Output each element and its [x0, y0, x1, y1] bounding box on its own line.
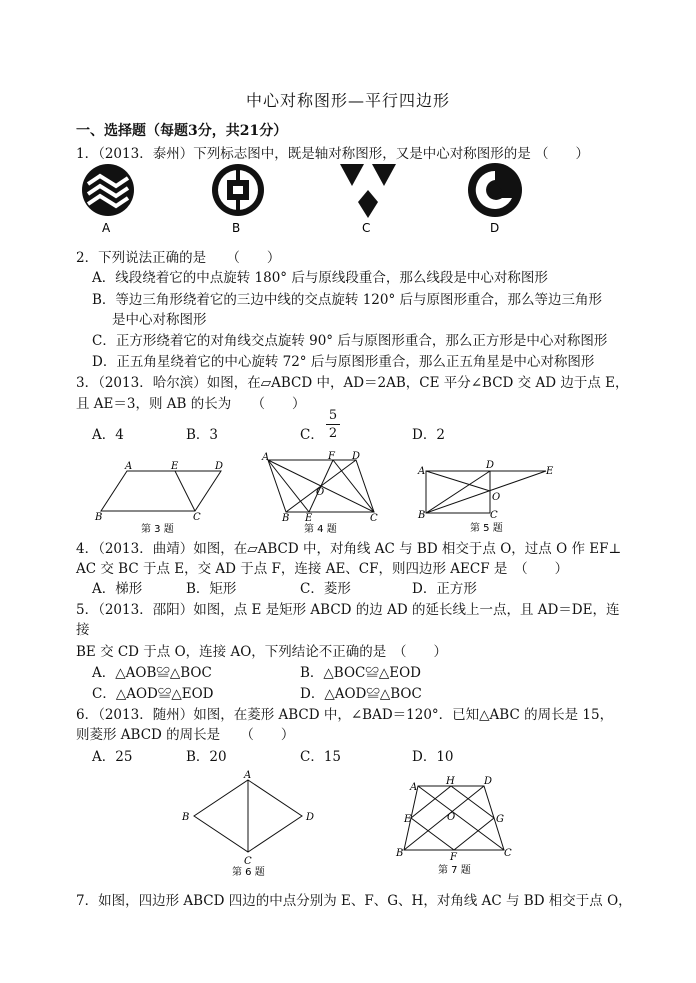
fig6-label-c: C: [244, 856, 252, 867]
question-5-option-a[interactable]: A．△AOB≌△BOC: [92, 665, 212, 681]
question-1-text: 1．（2013．泰州）下列标志图中，既是轴对称图形，又是中心对称图形的是 （ ）: [76, 146, 589, 162]
question-3-line1: 3．（2013．哈尔滨）如图，在▱ABCD 中，AD＝2AB，CE 平分∠BCD 交 AD 边于点 E，: [76, 375, 629, 391]
question-4-option-c[interactable]: C．菱形: [300, 581, 351, 597]
fig4-label-b: B: [282, 513, 290, 524]
figure-3: [95, 463, 235, 535]
fig7-label-d: D: [484, 776, 493, 787]
fig4-label-c: C: [370, 513, 378, 524]
question-4-line2: AC 交 BC 于点 E，交 AD 于点 F，连接 AE、CF，则四边形 AECF 是 （ ）: [76, 561, 569, 577]
fig6-label-a: A: [244, 770, 252, 781]
question-6-option-d[interactable]: D．10: [412, 749, 454, 765]
question-2-text: 2．下列说法正确的是 （ ）: [76, 250, 281, 266]
question-4-option-a[interactable]: A．梯形: [92, 581, 143, 597]
question-6-option-a[interactable]: A．25: [92, 749, 133, 765]
question-3-line2: 且 AE＝3，则 AB 的长为 （ ）: [76, 396, 306, 412]
question-6-line1: 6．（2013．随州）如图，在菱形 ABCD 中，∠BAD＝120°．已知△ABC 的周长是 15，: [76, 707, 614, 723]
figure-4: [260, 450, 385, 535]
fig3-label-e: E: [171, 461, 179, 472]
question-2-option-c[interactable]: C．正方形绕着它的对角线交点旋转 90° 后与原图形重合，那么正方形是中心对称图形: [92, 333, 608, 349]
question-6-option-c[interactable]: C．15: [300, 749, 342, 765]
fig6-label-b: B: [182, 812, 190, 823]
fig5-label-b: B: [418, 510, 426, 521]
question-4-option-b[interactable]: B．矩形: [186, 581, 237, 597]
question-4-line1: 4．（2013．曲靖）如图，在▱ABCD 中，对角线 AC 与 BD 相交于点 O，过点 O 作 EF⊥: [76, 541, 622, 557]
fig7-caption: 第 7 题: [438, 865, 471, 876]
question-3-fraction: [326, 408, 340, 441]
fraction-numerator: 5: [328, 408, 338, 423]
fig4-label-o: O: [316, 487, 325, 498]
fig4-caption: 第 4 题: [304, 524, 337, 535]
logo-b-icon: [210, 162, 266, 235]
figure-7: [396, 772, 526, 876]
logo-c-icon: [338, 160, 398, 235]
fig3-label-d: D: [215, 461, 224, 472]
question-6-option-b[interactable]: B．20: [186, 749, 227, 765]
fig7-label-o: O: [447, 812, 456, 823]
fig5-caption: 第 5 题: [470, 523, 503, 534]
question-2-option-b[interactable]: B．等边三角形绕着它的三边中线的交点旋转 120° 后与原图形重合，那么等边三角形: [92, 292, 603, 308]
question-5-line1: 5．（2013．邵阳）如图，点 E 是矩形 ABCD 的边 AD 的延长线上一点，且 AD＝DE，连: [76, 602, 620, 618]
logo-a-icon: [80, 162, 136, 235]
question-2-option-d[interactable]: D．正五角星绕着它的中心旋转 72° 后与原图形重合，那么正五角星是中心对称图形: [92, 354, 595, 370]
logo-a-label: A: [102, 221, 111, 235]
fig7-label-a: A: [410, 782, 418, 793]
fig4-label-e: E: [305, 513, 313, 524]
fig3-caption: 第 3 题: [141, 524, 174, 535]
question-3-option-d[interactable]: D．2: [412, 427, 445, 443]
fig3-label-a: A: [125, 461, 133, 472]
question-5-option-b[interactable]: B．△BOC≌△EOD: [300, 665, 421, 681]
question-2-option-b-cont: 是中心对称图形: [112, 312, 207, 328]
logo-b-label: B: [232, 221, 241, 235]
fig7-label-g: G: [496, 814, 504, 825]
fig7-label-f: F: [450, 852, 457, 863]
question-6-line2: 则菱形 ABCD 的周长是 （ ）: [76, 727, 295, 743]
question-5-line2: 接: [76, 622, 90, 638]
fig7-label-h: H: [446, 776, 455, 787]
question-4-option-d[interactable]: D．正方形: [412, 581, 477, 597]
question-2-option-a[interactable]: A．线段绕着它的中点旋转 180° 后与原线段重合，那么线段是中心对称图形: [92, 270, 548, 286]
logo-d-label: D: [490, 221, 500, 235]
fraction-denominator: 2: [328, 426, 338, 441]
question-5-line3: BE 交 CD 于点 O，连接 AO，下列结论不正确的是 （ ）: [76, 644, 448, 660]
fig7-label-c: C: [504, 848, 512, 859]
fig6-caption: 第 6 题: [232, 867, 265, 878]
fig7-label-b: B: [396, 848, 404, 859]
fig4-label-f: F: [328, 451, 335, 462]
fig5-label-o: O: [492, 492, 501, 503]
figure-5: [416, 460, 561, 536]
fig4-label-a: A: [262, 452, 270, 463]
fig6-label-d: D: [306, 812, 315, 823]
logo-c-label: C: [362, 221, 371, 235]
fig5-label-e: E: [546, 466, 554, 477]
page-title: 中心对称图形—平行四边形: [245, 91, 450, 110]
fig4-label-d: D: [352, 451, 361, 462]
fig7-label-e: E: [404, 814, 412, 825]
fig5-label-c: C: [490, 510, 498, 521]
question-5-option-c[interactable]: C．△AOD≌△EOD: [92, 686, 214, 702]
fig5-label-a: A: [418, 466, 426, 477]
figure-6: [180, 772, 320, 876]
question-7-line1: 7．如图，四边形 ABCD 四边的中点分别为 E、F、G、H，对角线 AC 与 BD 相交于点 O，: [76, 893, 632, 909]
fig3-label-b: B: [95, 512, 103, 523]
logo-d-icon: [466, 162, 524, 235]
question-5-option-d[interactable]: D．△AOD≌△BOC: [300, 686, 422, 702]
section-heading: 一、选择题（每题3分，共21分）: [76, 123, 288, 139]
fig3-label-c: C: [193, 512, 201, 523]
question-3-option-b[interactable]: B．3: [186, 427, 219, 443]
fraction-bar: [326, 424, 340, 425]
question-3-option-a[interactable]: A．4: [92, 427, 124, 443]
question-3-option-c[interactable]: C．: [300, 427, 324, 443]
fig5-label-d: D: [486, 460, 495, 471]
